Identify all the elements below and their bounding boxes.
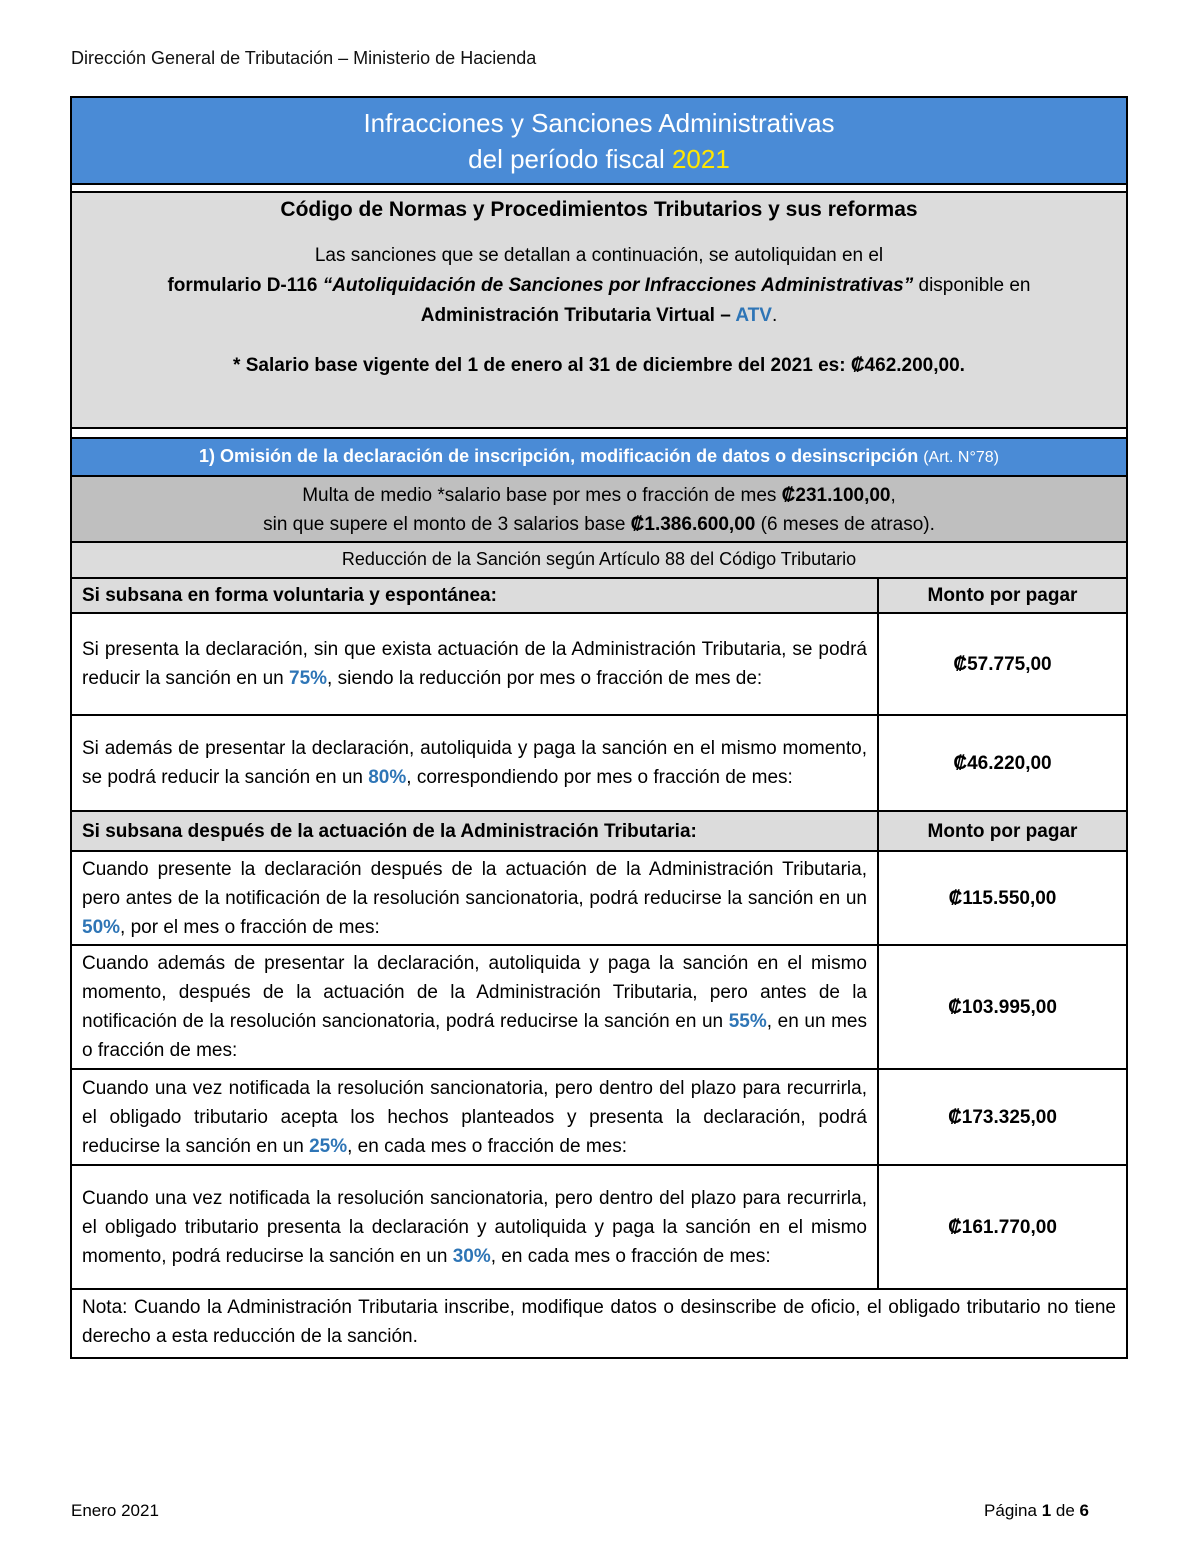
reduction-percent: 75% — [289, 668, 328, 689]
row-amount: ₡173.325,00 — [878, 1069, 1126, 1165]
reduction-percent: 25% — [309, 1135, 348, 1157]
fine-line-2 — [82, 510, 1116, 539]
row-amount: ₡161.770,00 — [878, 1165, 1126, 1289]
row-description: Si además de presentar la declaración, autoliquida y paga la sanción en el mismo momento, se podrá reducir la sanción en un 80%, correspondiendo por mes o fracción de mes: — [72, 715, 878, 811]
row-description: Cuando presente la declaración después de la actuación de la Administración Tributaria, pero antes de la notificación de la resolución sancionatoria, podrá reducirse la sanción en un 50%, por el mes o fracción de mes: — [72, 851, 878, 945]
after-header-row — [72, 811, 1126, 851]
form-name: “Autoliquidación de Sanciones por Infracciones Administrativas” — [322, 275, 914, 296]
title-line-2 — [468, 141, 730, 177]
reduction-percent: 30% — [452, 1245, 491, 1267]
table-row — [72, 613, 1126, 715]
atv-label: ATV — [735, 305, 772, 326]
row-description: Cuando una vez notificada la resolución sancionatoria, pero dentro del plazo para recurrirla, el obligado tributario presenta la declaración y autoliquida y paga la sanción en el mismo momento, podrá reducirse la sanción en un 30%, en cada mes o fracción de mes: — [72, 1165, 878, 1289]
row-amount: ₡115.550,00 — [878, 851, 1126, 945]
table-row — [72, 715, 1126, 811]
footer-page-number: Página 1 de 6 — [984, 1501, 1089, 1520]
voluntary-header-row — [72, 579, 1126, 613]
code-title: Código de Normas y Procedimientos Tributarios y sus reformas — [280, 198, 918, 221]
atv-prefix: Administración Tributaria Virtual – — [420, 305, 736, 326]
row-amount: ₡57.775,00 — [878, 613, 1126, 715]
row-description: Si presenta la declaración, sin que exista actuación de la Administración Tributaria, se podrá reducir la sanción en un 75%, siendo la reducción por mes o fracción de mes de: — [72, 613, 878, 715]
amount-header: Monto por pagar — [878, 811, 1126, 851]
fine-line-1-text: Multa de medio *salario base por mes o fracción de mes — [302, 485, 782, 506]
sanctions-document — [70, 96, 1128, 1359]
fine-line-2-text: sin que supere el monto de 3 salarios base — [263, 514, 631, 535]
note: Nota: Cuando la Administración Tributaria inscribe, modifique datos o desinscribe de oficio, el obligado tributario no tiene derecho a esta reducción de la sanción. — [82, 1297, 1116, 1347]
row-amount: ₡103.995,00 — [878, 945, 1126, 1069]
reduction-percent: 50% — [82, 916, 121, 938]
fine-line-2-end: (6 meses de atraso). — [755, 514, 935, 535]
intro-line-3 — [82, 301, 1116, 331]
intro-line-2 — [82, 271, 1116, 301]
section-title — [72, 437, 1126, 477]
form-label: formulario D-116 — [167, 275, 318, 296]
page-header: Dirección General de Tributación – Ministerio de Hacienda — [71, 48, 537, 68]
row-description: Cuando además de presentar la declaración, autoliquida y paga la sanción en el mismo momento, después de la actuación de la Administración Tributaria, pero antes de la notificación de la resolución sancionatoria, podrá reducirse la sanción en un 55%, en un mes o fracción de mes: — [72, 945, 878, 1069]
fine-half-salary: ₡231.100,00 — [781, 485, 891, 506]
divider — [72, 185, 1126, 193]
table-row — [72, 851, 1126, 945]
form-suffix: disponible en — [918, 275, 1031, 296]
after-header: Si subsana después de la actuación de la Administración Tributaria: — [72, 811, 878, 851]
table-row — [72, 945, 1126, 1069]
title-year: 2021 — [671, 143, 730, 174]
reduction-percent: 55% — [728, 1011, 767, 1032]
reduction-heading: Reducción de la Sanción según Artículo 88 del Código Tributario — [72, 543, 1126, 579]
table-row — [72, 1069, 1126, 1165]
reduction-table — [72, 579, 1126, 1290]
amount-header: Monto por pagar — [878, 579, 1126, 613]
fine-line-1-end: , — [890, 485, 896, 506]
intro-box — [72, 193, 1126, 429]
salary-base: * Salario base vigente del 1 de enero al 31 de diciembre del 2021 es: ₡462.200,00. — [233, 355, 965, 376]
atv-end: . — [771, 305, 778, 326]
row-amount: ₡46.220,00 — [878, 715, 1126, 811]
fine-box — [72, 477, 1126, 543]
footer-date: Enero 2021 — [71, 1501, 159, 1520]
fine-line-1 — [82, 481, 1116, 510]
title-line-2-prefix: del período fiscal — [468, 143, 672, 174]
fine-max-amount: ₡1.386.600,00 — [630, 514, 756, 535]
title-band — [72, 98, 1126, 185]
title-line-1: Infracciones y Sanciones Administrativas — [363, 107, 835, 138]
intro-line-1: Las sanciones que se detallan a continuación, se autoliquidan en el — [314, 245, 884, 266]
voluntary-header: Si subsana en forma voluntaria y espontánea: — [72, 579, 878, 613]
row-description: Cuando una vez notificada la resolución sancionatoria, pero dentro del plazo para recurrirla, el obligado tributario acepta los hechos planteados y presenta la declaración, podrá reducirse la sanción en un 25%, en cada mes o fracción de mes: — [72, 1069, 878, 1165]
reduction-percent: 80% — [368, 767, 407, 788]
table-row — [72, 1165, 1126, 1289]
section-article: (Art. N°78) — [923, 449, 999, 466]
section-title-text: 1) Omisión de la declaración de inscripción, modificación de datos o desinscripción — [199, 446, 919, 466]
